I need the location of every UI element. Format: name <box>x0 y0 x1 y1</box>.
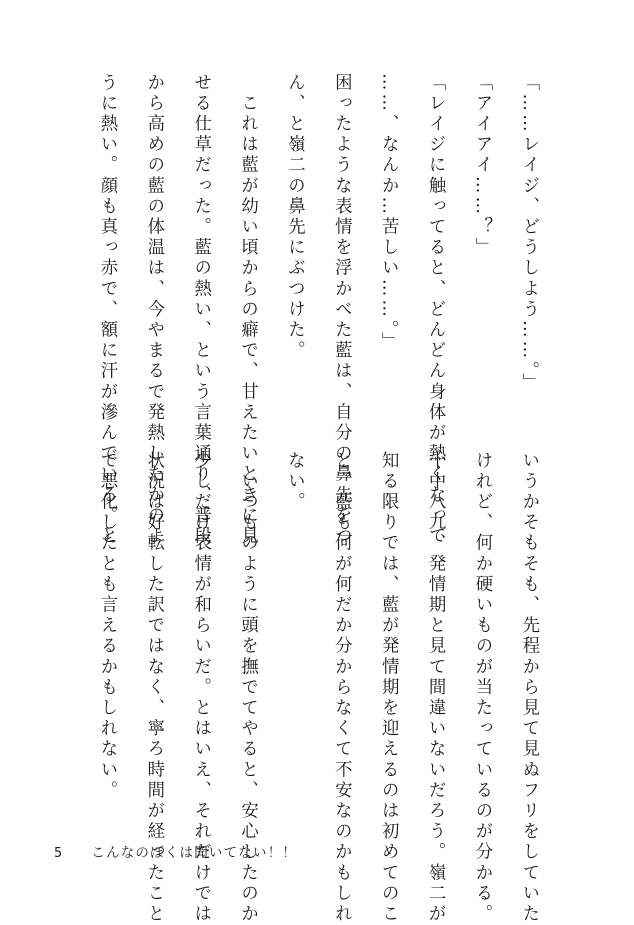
text-line: から高めの藍の体温は、今やまるで発熱したかのよ <box>143 73 164 547</box>
text-line: これは藍が幼い頃からの癖で、甘えたいときに見 <box>237 73 258 547</box>
text-line: ……、なんか…苦しい……。」 <box>378 73 399 353</box>
text-line: 「レイジに触ってると、どんどん身体が熱くなって <box>425 73 446 547</box>
text-line: うに熱い。顔も真っ赤で、額に汗が滲んでいる。と <box>97 73 117 547</box>
text-line: ない。 <box>284 451 305 513</box>
text-line: 状況は好転した訳ではなく、寧ろ時間が経ったこと <box>143 451 164 925</box>
text-line: 「……レイジ、どうしよう……。」 <box>518 73 539 394</box>
text-line: と。藍も何が何だか分からなくて不安なのかもしれ <box>331 451 352 925</box>
text-line: 少しだけ表情が和らいだ。とはいえ、それだけでは <box>190 451 211 925</box>
text-line: 知る限りでは、藍が発情期を迎えるのは初めてのこ <box>378 451 399 925</box>
text-line: せる仕草だった。藍の熱い、という言葉通り、普段 <box>190 73 211 547</box>
text-line: 困ったような表情を浮かべた藍は、自分の鼻先をつ <box>331 73 352 547</box>
text-line: いつものように頭を撫でてやると、安心したのか <box>237 451 258 925</box>
page-number: 5 <box>54 845 64 861</box>
text-line: で悪化したとも言えるかもしれない。 <box>97 451 117 802</box>
text-line: 「アイアイ……？」 <box>472 73 492 259</box>
text-line: いうかそもそも、先程から見て見ぬフリをしていた <box>518 451 539 925</box>
text-line: 十中八九、発情期と見て間違いないだろう。嶺二が <box>425 451 446 925</box>
text-line: ん、と嶺二の鼻先にぶつけた。 <box>284 73 305 362</box>
running-title: こんなのぼくは聞いてない！！ <box>91 845 298 861</box>
page-footer <box>54 841 297 861</box>
text-line: けれど、何か硬いものが当たっているのが分かる。 <box>472 451 492 925</box>
